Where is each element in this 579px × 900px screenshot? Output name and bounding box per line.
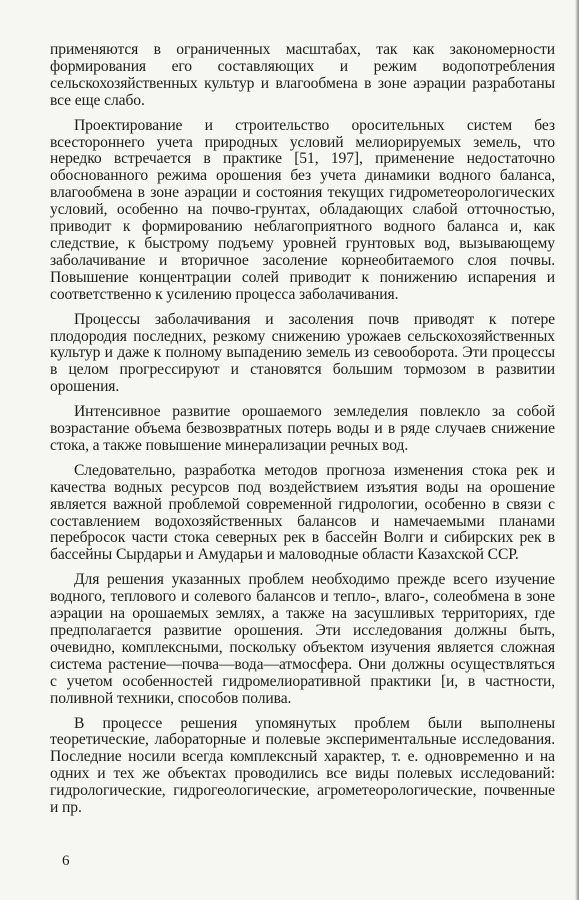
paragraph-balance-studies: Для решения указанных проблем необходимо прежде всего изучение водного, теплового и солевого балансов и тепло-, влаго-, солеобмена в зоне аэрации на орошаемых землях, а также на засушливых территориях, где предполагается развитие орошения. Эти исследования должны быть, очевидно, комплексными, поскольку объектом изучения является сложная система растение—почва—вода—атмосфера. Они должны осуществляться с учетом особенностей гидромелиоративной практики [и, в частности, поливной техники, способов полива. (50, 571, 555, 707)
paragraph-irrigation-design: Проектирование и строительство оросительных систем без всестороннего учета природных условий мелиорируемых земель, что нередко встречается в практике [51, 197], применение недостаточно обоснованного режима орошения без учета динамики водного баланса, влагообмена в зоне аэрации и состояния текущих гидрометеорологических условий, особенно на почво-грунтах, обладающих слабой отточностью, приводит к формированию неблагоприятного водного баланса и, как следствие, к быстрому подъему уровней грунтовых вод, вызывающему заболачивание и вторичное засоление корнеобитаемого слоя почвы. Повышение концентрации солей приводит к понижению испарения и соответственно к усилению процесса заболачивания. (50, 116, 555, 303)
page-body (50, 42, 555, 825)
paragraph-waterlogging: Процессы заболачивания и засоления почв приводят к потере плодородия последних, резкому снижению урожаев сельскохозяйственных культур и даже к полному выпадению земель из севооборота. Эти процессы в целом прогрессируют и становятся большим тормозом в развитии орошения. (50, 310, 555, 396)
page-edge-shadow (575, 0, 579, 900)
paragraph-research-process: В процессе решения упомянутых проблем были выполнены теоретические, лабораторные и полевые экспериментальные исследования. Последние носили всегда комплексный характер, т. е. одновременно и на одних и тех же объектах проводились все виды полевых исследований: гидрологические, гидрогеологические, агрометеорологические, почвенные и пр. (50, 714, 555, 817)
paragraph-forecast-methods: Следовательно, разработка методов прогноза изменения стока рек и качества водных ресурсов под воздействием изъятия воды на орошение является важной проблемой современной гидрологии, особенно в связи с составлением водохозяйственных балансов и намечаемыми планами перебросок части стока северных рек в бассейн Волги и сибирских рек в бассейны Сырдарьи и Амударьи и маловодные области Казахской ССР. (50, 461, 555, 564)
paragraph-intensive-development: Интенсивное развитие орошаемого земледелия повлекло за собой возрастание объема безвозвратных потерь воды и в ряде случаев снижение стока, а также повышение минерализации речных вод. (50, 403, 555, 454)
paragraph-continuation: применяются в ограниченных масштабах, так как закономерности формирования его составляющих и режим водопотребления сельскохозяйственных культур и влагообмена в зоне аэрации разработаны все еще слабо. (50, 41, 555, 109)
page-number: 6 (62, 853, 70, 869)
